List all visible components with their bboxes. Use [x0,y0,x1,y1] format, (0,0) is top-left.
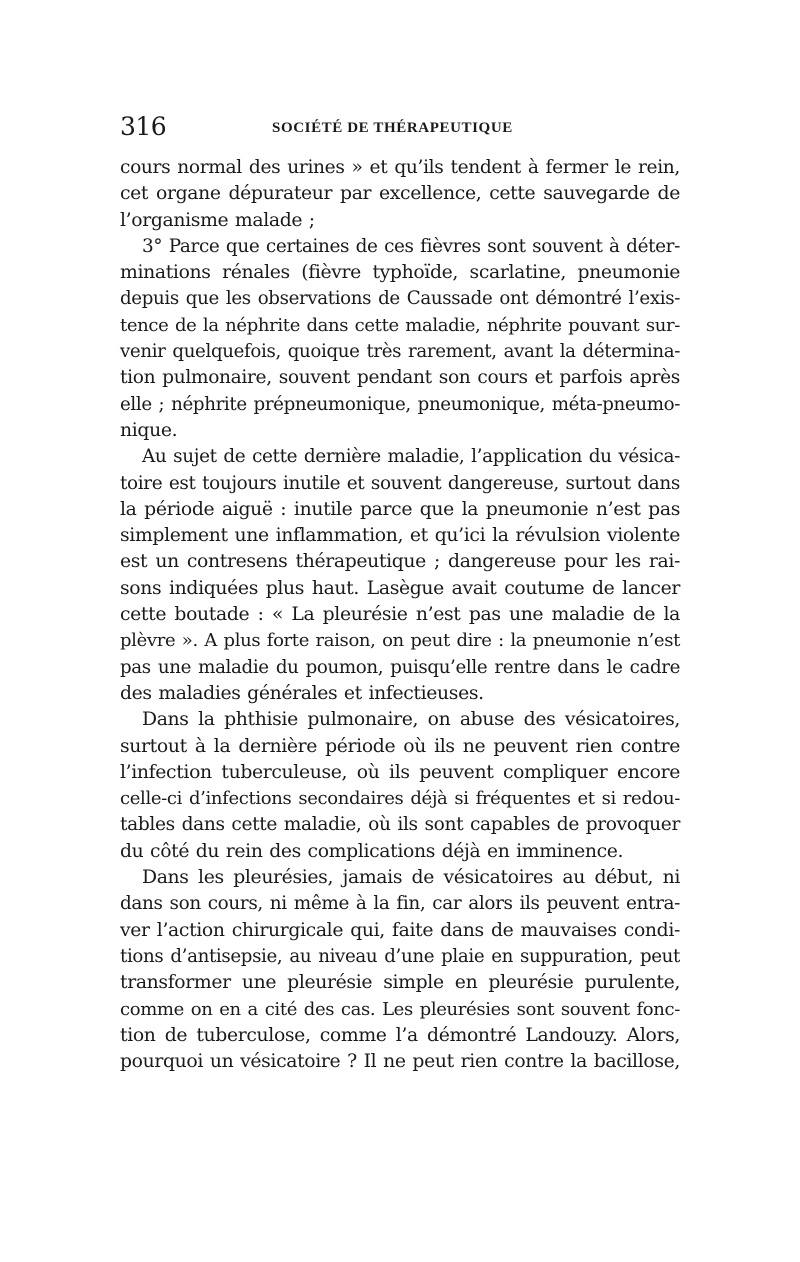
text-line: venir quelquefois, quoique très rarement, avant la détermina- [120,341,680,363]
text-line: celle-ci d’infections secondaires déjà si fréquentes et si redou- [120,788,680,810]
text-line: sons indiquées plus haut. Lasègue avait coutume de lancer [120,577,680,599]
text-line: minations rénales (fièvre typhoïde, scarlatine, pneumonie [120,262,680,284]
text-line: la période aiguë : inutile parce que la pneumonie n’est pas [120,498,680,520]
running-head [120,112,680,142]
text-line: simplement une inflammation, et qu’ici la révulsion violente [120,525,680,547]
text-line: Dans la phthisie pulmonaire, on abuse des vésicatoires, [142,709,680,731]
text-line: depuis que les observations de Caussade ont démontré l’exis- [120,288,680,310]
text-line: tion pulmonaire, souvent pendant son cours et parfois après [120,367,680,389]
text-line: 3° Parce que certaines de ces fièvres sont souvent à déter- [142,235,680,257]
page-number: 316 [120,112,167,141]
text-line: Au sujet de cette dernière maladie, l’application du vésica- [142,446,680,468]
text-line: surtout à la dernière période où ils ne peuvent rien contre [120,735,680,757]
text-line: comme on en a cité des cas. Les pleurésies sont souvent fonc- [120,998,680,1020]
text-line: cours normal des urines » et qu’ils tendent à fermer le rein, [120,157,680,178]
text-line: tions d’antisepsie, au niveau d’une plaie en suppuration, peut [120,945,680,967]
text-line: du côté du rein des complications déjà en imminence. [120,840,624,862]
text-line: l’infection tuberculeuse, où ils peuvent compliquer encore [120,761,680,783]
text-line: l’organisme malade ; [120,209,315,231]
text-line: plèvre ». A plus forte raison, on peut dire : la pneumonie n’est [120,630,680,652]
text-line: toire est toujours inutile et souvent dangereuse, surtout dans [120,472,680,494]
body-text [120,155,680,1075]
text-line: elle ; néphrite prépneumonique, pneumonique, méta-pneumo- [120,393,680,415]
running-title: SOCIÉTÉ DE THÉRAPEUTIQUE [272,120,513,136]
text-line: tence de la néphrite dans cette maladie, néphrite pouvant sur- [120,314,680,336]
text-line: est un contresens thérapeutique ; dangereuse pour les rai- [120,551,680,573]
text-line: tables dans cette maladie, où ils sont capables de provoquer [120,814,680,836]
text-line: transformer une pleurésie simple en pleurésie purulente, [120,972,680,994]
text-line: des maladies générales et infectieuses. [120,682,484,704]
text-line: nique. [120,419,178,441]
text-line: Dans les pleurésies, jamais de vésicatoires au début, ni [142,867,680,889]
text-line: pas une maladie du poumon, puisqu’elle rentre dans le cadre [120,656,680,678]
text-line: cette boutade : « La pleurésie n’est pas une maladie de la [120,604,680,626]
text-line: dans son cours, ni même à la fin, car alors ils peuvent entra- [120,893,680,915]
text-line: tion de tuberculose, comme l’a démontré Landouzy. Alors, [120,1024,680,1046]
text-line: cet organe dépurateur par excellence, cette sauvegarde de [120,183,680,205]
text-line: pourquoi un vésicatoire ? Il ne peut rien contre la bacillose, [120,1051,680,1073]
text-line: ver l’action chirurgicale qui, faite dans de mauvaises condi- [120,919,680,941]
